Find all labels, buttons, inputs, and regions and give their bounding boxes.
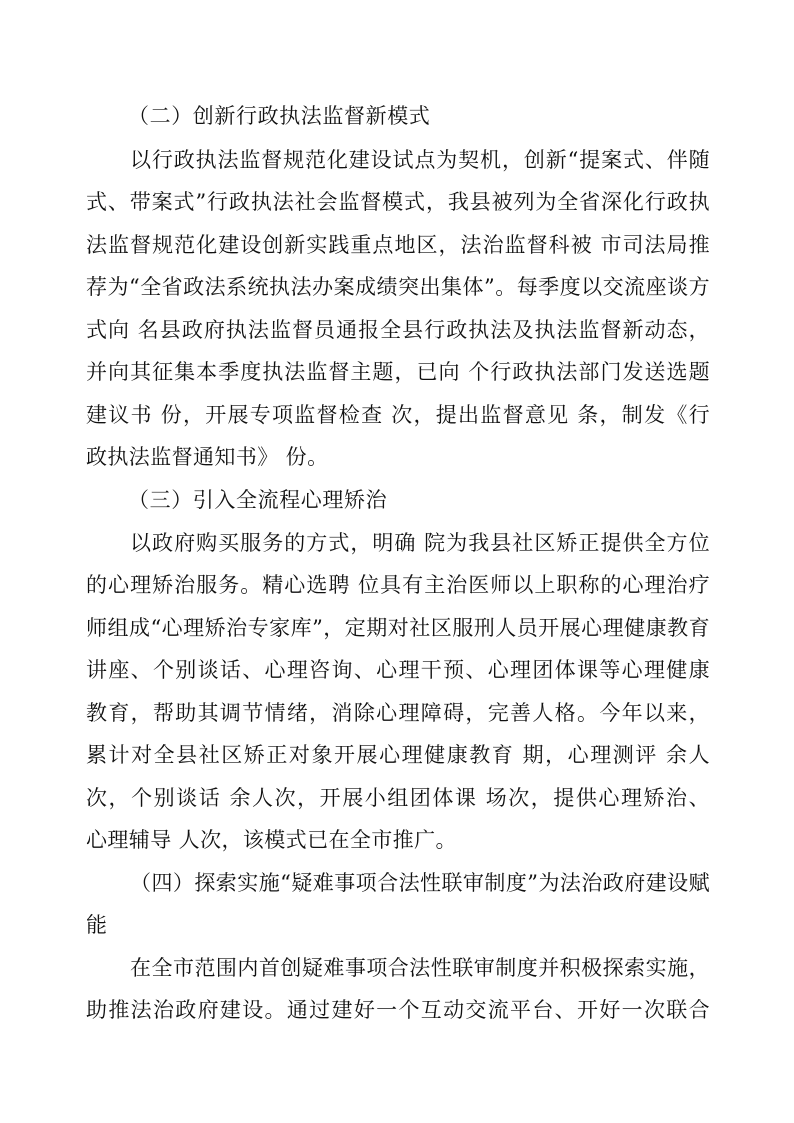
paragraph-line: 建议书 份，开展专项监督检查 次，提出监督意见 条，制发《行	[86, 403, 710, 427]
paragraph-line: 式向 名县政府执法监督员通报全县行政执法及执法监督新动态，	[86, 318, 710, 342]
paragraph-line: 政执法监督通知书》 份。	[86, 445, 329, 469]
paragraph-line: 讲座、个别谈话、心理咨询、心理干预、心理团体课等心理健康	[86, 658, 710, 682]
paragraph-line: 心理辅导 人次，该模式已在全市推广。	[86, 828, 457, 852]
paragraph-line: 在全市范围内首创疑难事项合法性联审制度并积极探索实施，	[130, 956, 710, 980]
paragraph-line: 教育，帮助其调节情绪，消除心理障碍，完善人格。今年以来，	[86, 701, 710, 725]
paragraph-line: 的心理矫治服务。精心选聘 位具有主治医师以上职称的心理治疗	[86, 573, 710, 597]
paragraph-line: 并向其征集本季度执法监督主题，已向 个行政执法部门发送选题	[86, 360, 710, 384]
paragraph-line: 次，个别谈话 余人次，开展小组团体课 场次，提供心理矫治、	[86, 786, 710, 810]
paragraph-line: 法监督规范化建设创新实践重点地区，法治监督科被 市司法局推	[86, 233, 710, 257]
paragraph-line: 荐为“全省政法系统执法办案成绩突出集体”。每季度以交流座谈方	[86, 275, 710, 299]
paragraph-line: 以政府购买服务的方式，明确 院为我县社区矫正提供全方位	[130, 531, 710, 555]
paragraph-line: 累计对全县社区矫正对象开展心理健康教育 期，心理测评 余人	[86, 743, 710, 767]
section-heading-line: （四）探索实施“疑难事项合法性联审制度”为法治政府建设赋	[130, 871, 710, 895]
paragraph-line: 师组成“心理矫治专家库”，定期对社区服刑人员开展心理健康教育	[86, 616, 710, 640]
section-heading-line: 能	[86, 913, 108, 937]
section-heading: （二）创新行政执法监督新模式	[128, 104, 431, 128]
section-heading: （三）引入全流程心理矫治	[128, 488, 388, 512]
paragraph-line: 式、带案式”行政执法社会监督模式，我县被列为全省深化行政执	[86, 190, 710, 214]
paragraph-line: 助推法治政府建设。通过建好一个互动交流平台、开好一次联合	[86, 998, 710, 1022]
paragraph-line: 以行政执法监督规范化建设试点为契机，创新“提案式、伴随	[130, 148, 710, 172]
